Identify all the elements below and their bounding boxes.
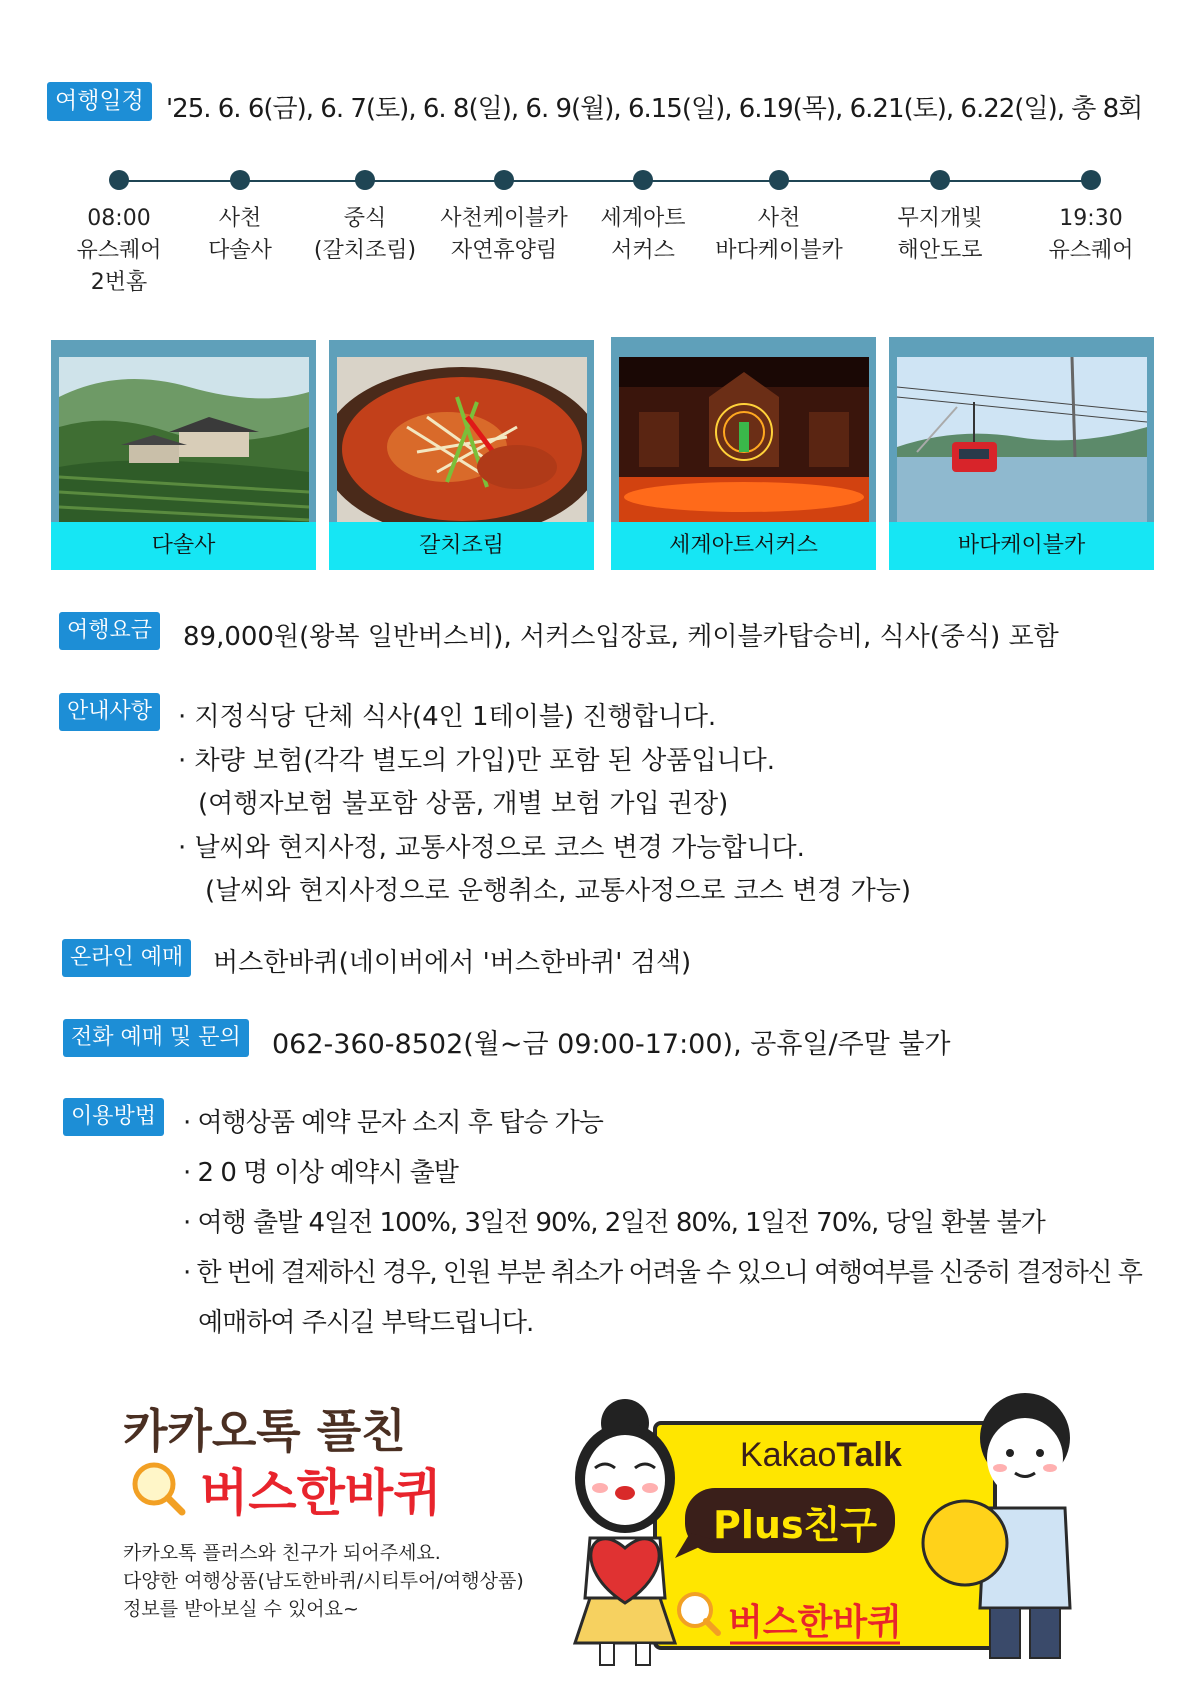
search-icon xyxy=(128,1458,188,1518)
photo-galchi xyxy=(329,340,594,570)
timeline-stop-line: 중식 xyxy=(343,206,387,231)
photo-circus xyxy=(611,337,876,570)
notice-item: · 날씨와 현지사정, 교통사정으로 코스 변경 가능합니다. xyxy=(178,833,805,863)
timeline-dot xyxy=(494,170,514,190)
photo-caption: 세계아트서커스 xyxy=(611,522,876,570)
timeline-stop-line: 서커스 xyxy=(611,237,675,263)
notice-item: (날씨와 현지사정으로 운행취소, 교통사정으로 코스 변경 가능) xyxy=(205,876,912,906)
kakao-search-name: 버스한바퀴 xyxy=(200,1464,442,1522)
photo-dasolsa xyxy=(51,340,316,570)
usage-label: 이용방법 xyxy=(63,1098,164,1136)
timeline-stop-line: 사천 xyxy=(757,206,801,231)
timeline-stop-line: 사천케이블카 xyxy=(440,206,568,231)
timeline-stop-line: 08:00 xyxy=(87,206,151,231)
notice-item: · 차량 보험(각각 별도의 가입)만 포함 된 상품입니다. xyxy=(178,746,775,776)
notice-item: · 지정식당 단체 식사(4인 1테이블) 진행합니다. xyxy=(178,702,717,732)
fee-label: 여행요금 xyxy=(59,612,160,650)
phone-label: 전화 예매 및 문의 xyxy=(63,1019,249,1057)
usage-item: 예매하여 주시길 부탁드립니다. xyxy=(198,1308,534,1338)
banner-brand-a: Kakao xyxy=(740,1436,837,1474)
timeline-stop-line: 자연휴양림 xyxy=(450,237,558,263)
notice-label: 안내사항 xyxy=(59,693,160,731)
photo-caption: 바다케이블카 xyxy=(889,522,1154,570)
photo-caption: 다솔사 xyxy=(51,522,316,570)
timeline-stop-label xyxy=(1011,203,1171,267)
kakao-plus-banner[interactable] xyxy=(570,1368,1080,1673)
usage-item: · 여행상품 예약 문자 소지 후 탑승 가능 xyxy=(183,1108,603,1138)
schedule-label: 여행일정 xyxy=(47,82,152,121)
phone-text: 062-360-8502(월~금 09:00-17:00), 공휴일/주말 불가 xyxy=(272,1029,951,1060)
usage-item: · 2 0 명 이상 예약시 출발 xyxy=(183,1158,458,1188)
timeline-dot xyxy=(930,170,950,190)
kakao-desc-line: 정보를 받아보실 수 있어요~ xyxy=(123,1598,359,1620)
notice-item: (여행자보험 불포함 상품, 개별 보험 가입 권장) xyxy=(198,789,729,819)
usage-item: · 여행 출발 4일전 100%, 3일전 90%, 2일전 80%, 1일전 70%, 당일 환불 불가 xyxy=(183,1208,1045,1238)
timeline-stop-line: 무지개빛 xyxy=(897,206,983,231)
timeline-stop-label xyxy=(424,203,584,267)
online-text: 버스한바퀴(네이버에서 '버스한바퀴' 검색) xyxy=(213,948,692,978)
timeline-stop-line: 해안도로 xyxy=(897,237,983,263)
timeline-dot xyxy=(355,170,375,190)
kakao-title: 카카오톡 플친 xyxy=(123,1404,406,1458)
timeline-stop-label xyxy=(285,203,445,267)
timeline-stop-line: 세계아트 xyxy=(600,206,686,231)
timeline-stop-line: (갈치조림) xyxy=(313,237,417,263)
banner-plus-friend: Plus친구 xyxy=(713,1503,877,1547)
timeline-stop-label xyxy=(860,203,1020,267)
banner-brand-b: Talk xyxy=(836,1436,902,1474)
fee-text: 89,000원(왕복 일반버스비), 서커스입장료, 케이블카탑승비, 식사(중식) 포함 xyxy=(183,622,1059,652)
timeline-dot xyxy=(633,170,653,190)
timeline-dot xyxy=(769,170,789,190)
galchi-image xyxy=(337,357,587,522)
kakao-desc-line: 다양한 여행상품(남도한바퀴/시티투어/여행상품) xyxy=(123,1570,524,1592)
timeline-stop-line: 다솔사 xyxy=(208,237,272,263)
timeline-stop-line: 2번홈 xyxy=(90,269,148,295)
usage-item: · 한 번에 결제하신 경우, 인원 부분 취소가 어려울 수 있으니 여행여부를 신중히 결정하신 후 xyxy=(183,1258,1142,1288)
photo-cablecar xyxy=(889,337,1154,570)
timeline-stop-line: 유스퀘어 xyxy=(1048,237,1134,263)
timeline-dot xyxy=(109,170,129,190)
timeline-stop-line: 바다케이블카 xyxy=(715,237,843,263)
timeline-stop-label xyxy=(699,203,859,267)
schedule-dates: '25. 6. 6(금), 6. 7(토), 6. 8(일), 6. 9(월), 6.15(일), 6.19(목), 6.21(토), 6.22(일), 총 8회 xyxy=(166,94,1143,124)
banner-kakaotalk-logo xyxy=(740,1436,902,1475)
photo-caption: 갈치조림 xyxy=(329,522,594,570)
timeline-stop-line: 유스퀘어 xyxy=(76,237,162,263)
cablecar-image xyxy=(897,357,1147,522)
timeline-stop-line: 사천 xyxy=(218,206,262,231)
timeline-dot xyxy=(1081,170,1101,190)
circus-image xyxy=(619,357,869,522)
timeline-dot xyxy=(230,170,250,190)
online-label: 온라인 예매 xyxy=(62,939,191,977)
kakao-desc-line: 카카오톡 플러스와 친구가 되어주세요. xyxy=(123,1542,441,1564)
dasolsa-image xyxy=(59,357,309,522)
banner-search-name: 버스한바퀴 xyxy=(728,1602,902,1643)
timeline-stop-line: 19:30 xyxy=(1059,206,1123,231)
